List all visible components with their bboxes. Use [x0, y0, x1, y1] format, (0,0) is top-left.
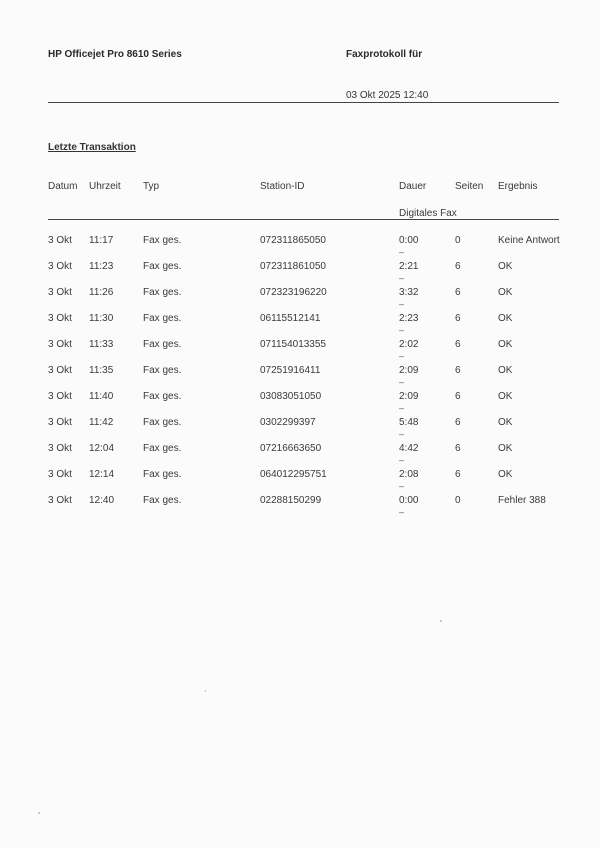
row-date: 3 Okt: [48, 313, 72, 324]
duration-dash: –: [399, 247, 405, 257]
row-type: Fax ges.: [143, 417, 182, 428]
row-time: 11:33: [89, 339, 114, 350]
row-result: OK: [498, 261, 513, 272]
row-time: 12:04: [89, 443, 115, 454]
row-station-id: 072323196220: [260, 287, 327, 298]
row-station-id: 06115512141: [260, 313, 321, 324]
row-type: Fax ges.: [143, 495, 182, 506]
row-type: Fax ges.: [143, 469, 182, 480]
row-time: 11:30: [89, 313, 114, 324]
row-type: Fax ges.: [143, 235, 182, 246]
row-date: 3 Okt: [48, 443, 72, 454]
row-date: 3 Okt: [48, 469, 72, 480]
row-pages: 6: [455, 261, 461, 272]
column-header-date: Datum: [48, 181, 78, 192]
duration-dash: –: [399, 351, 405, 361]
row-pages: 0: [455, 495, 461, 506]
duration-dash: –: [399, 403, 405, 413]
row-duration: 3:32: [399, 287, 419, 298]
row-duration: 4:42: [399, 443, 419, 454]
column-header-result: Ergebnis: [498, 181, 538, 192]
column-header-station-id: Station-ID: [260, 181, 305, 192]
scan-speck: [38, 812, 40, 814]
row-duration: 0:00: [399, 495, 419, 506]
row-type: Fax ges.: [143, 339, 182, 350]
column-header-duration: Dauer: [399, 181, 427, 192]
row-type: Fax ges.: [143, 443, 182, 454]
report-title: Faxprotokoll für: [346, 49, 423, 60]
row-pages: 6: [455, 339, 461, 350]
row-station-id: 07216663650: [260, 443, 322, 454]
row-type: Fax ges.: [143, 365, 182, 376]
row-pages: 6: [455, 313, 461, 324]
row-result: OK: [498, 365, 513, 376]
row-result: OK: [498, 339, 513, 350]
duration-dash: –: [399, 377, 405, 387]
row-date: 3 Okt: [48, 235, 72, 246]
row-date: 3 Okt: [48, 417, 72, 428]
row-result: Fehler 388: [498, 495, 546, 506]
row-duration: 2:21: [399, 261, 419, 272]
duration-dash: –: [399, 325, 405, 335]
duration-dash: –: [399, 455, 405, 465]
row-time: 11:42: [89, 417, 114, 428]
row-duration: 2:02: [399, 339, 419, 350]
row-duration: 5:48: [399, 417, 419, 428]
report-datetime: 03 Okt 2025 12:40: [346, 90, 429, 101]
table-subheading: Digitales Fax: [399, 208, 457, 219]
row-result: OK: [498, 469, 513, 480]
row-station-id: 0302299397: [260, 417, 316, 428]
row-duration: 0:00: [399, 235, 419, 246]
column-divider: [48, 219, 559, 220]
column-header-pages: Seiten: [455, 181, 484, 192]
row-pages: 6: [455, 365, 461, 376]
row-duration: 2:09: [399, 365, 419, 376]
row-type: Fax ges.: [143, 391, 182, 402]
row-time: 11:40: [89, 391, 114, 402]
row-date: 3 Okt: [48, 365, 72, 376]
row-type: Fax ges.: [143, 287, 182, 298]
row-pages: 6: [455, 469, 461, 480]
column-header-time: Uhrzeit: [89, 181, 121, 192]
row-pages: 6: [455, 391, 461, 402]
row-station-id: 07251916411: [260, 365, 321, 376]
row-station-id: 064012295751: [260, 469, 327, 480]
duration-dash: –: [399, 507, 405, 517]
row-station-id: 071154013355: [260, 339, 326, 350]
header-divider: [48, 102, 559, 103]
row-type: Fax ges.: [143, 261, 182, 272]
row-result: OK: [498, 417, 513, 428]
row-pages: 0: [455, 235, 461, 246]
row-time: 11:35: [89, 365, 114, 376]
scan-speck: [440, 620, 442, 622]
duration-dash: –: [399, 481, 405, 491]
row-time: 12:14: [89, 469, 115, 480]
row-station-id: 072311865050: [260, 235, 326, 246]
row-type: Fax ges.: [143, 313, 182, 324]
row-result: Keine Antwort: [498, 235, 560, 246]
row-result: OK: [498, 313, 513, 324]
row-result: OK: [498, 391, 513, 402]
row-pages: 6: [455, 443, 461, 454]
row-duration: 2:08: [399, 469, 419, 480]
row-duration: 2:09: [399, 391, 419, 402]
row-time: 11:23: [89, 261, 114, 272]
printer-model: HP Officejet Pro 8610 Series: [48, 49, 182, 60]
row-time: 11:26: [89, 287, 114, 298]
row-date: 3 Okt: [48, 495, 72, 506]
row-date: 3 Okt: [48, 339, 72, 350]
row-duration: 2:23: [399, 313, 419, 324]
row-date: 3 Okt: [48, 287, 72, 298]
row-pages: 6: [455, 417, 461, 428]
scan-speck: [205, 690, 206, 692]
row-pages: 6: [455, 287, 461, 298]
row-station-id: 03083051050: [260, 391, 322, 402]
row-time: 12:40: [89, 495, 115, 506]
row-station-id: 02288150299: [260, 495, 322, 506]
row-station-id: 072311861050: [260, 261, 326, 272]
row-result: OK: [498, 287, 513, 298]
duration-dash: –: [399, 299, 405, 309]
row-time: 11:17: [89, 235, 114, 246]
row-date: 3 Okt: [48, 391, 72, 402]
row-result: OK: [498, 443, 513, 454]
column-header-type: Typ: [143, 181, 160, 192]
row-date: 3 Okt: [48, 261, 72, 272]
duration-dash: –: [399, 429, 405, 439]
duration-dash: –: [399, 273, 405, 283]
section-title: Letzte Transaktion: [48, 142, 136, 153]
